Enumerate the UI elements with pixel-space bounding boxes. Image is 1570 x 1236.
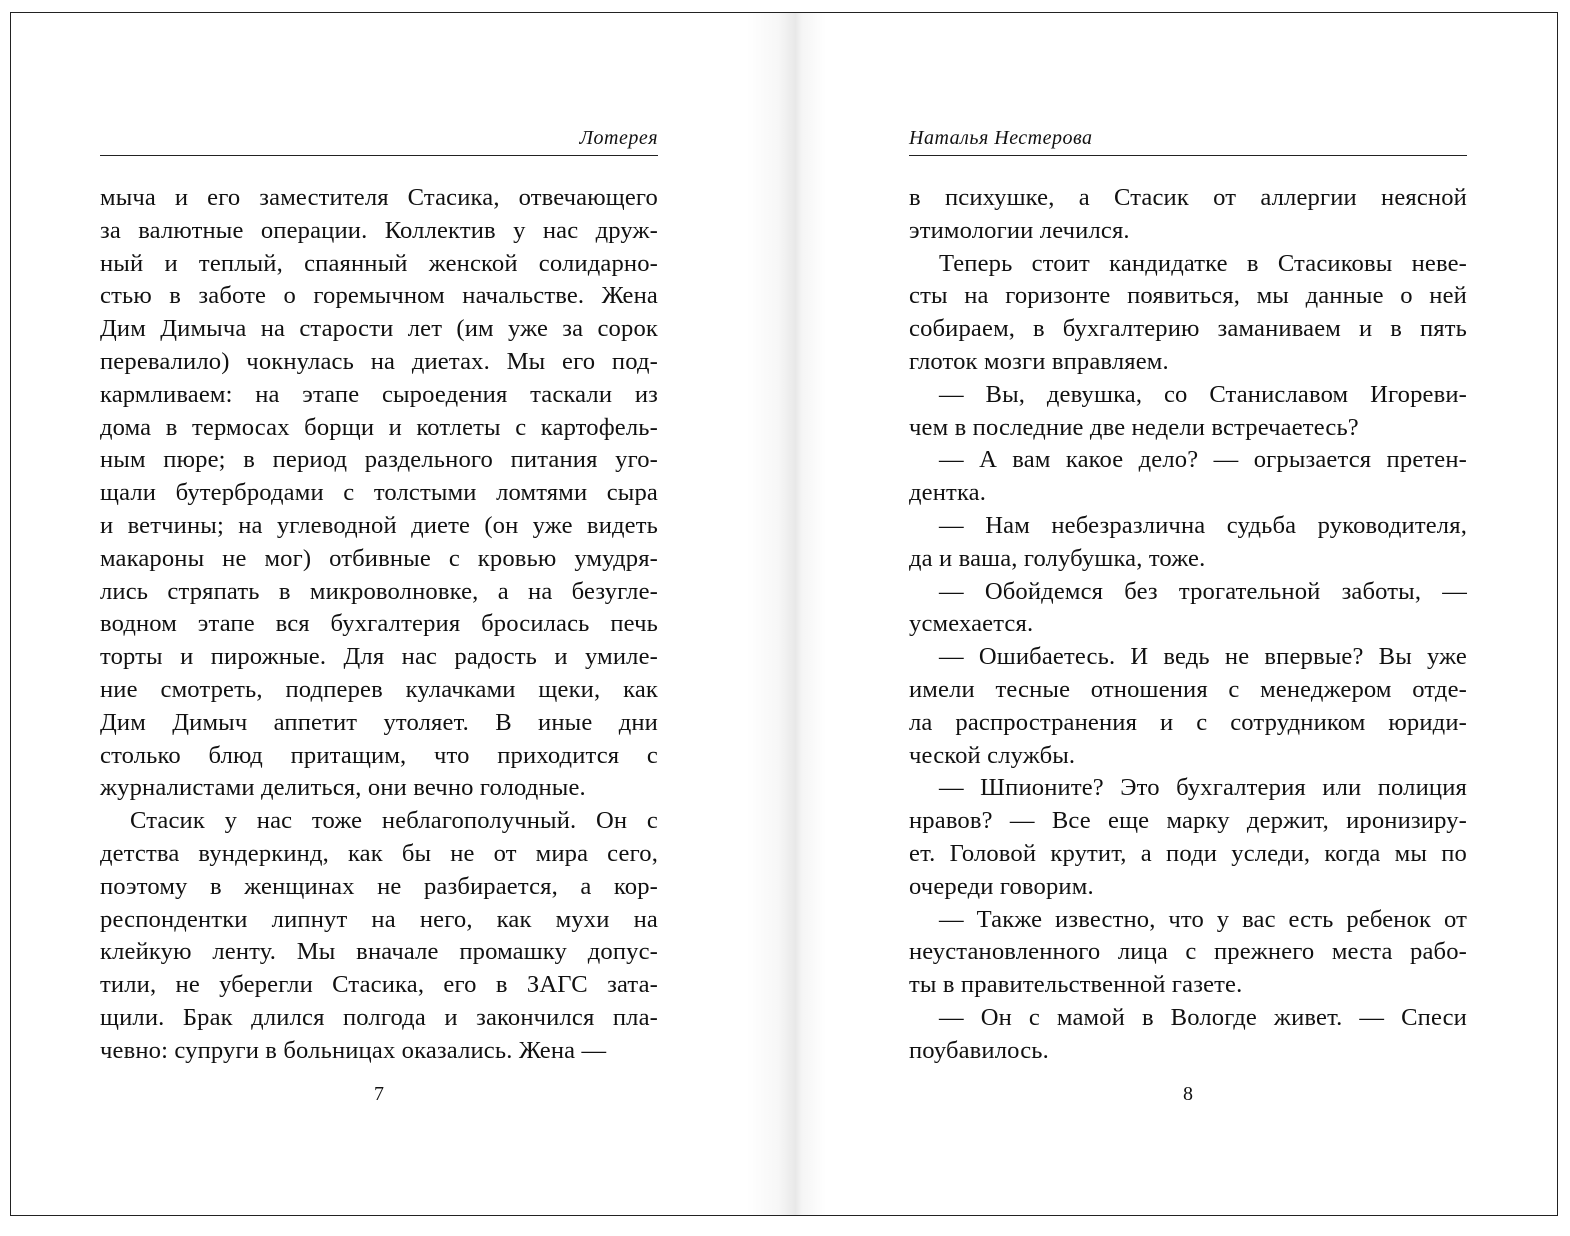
- text-line: — Вы, девушка, со Станиславом Игореви-: [939, 380, 1467, 408]
- text-line: ный и теплый, спаянный женской солидарно-: [100, 249, 658, 277]
- text-line: глоток мозги вправляем.: [909, 347, 1169, 375]
- text-line: — Также известно, что у вас есть ребенок от: [939, 905, 1467, 933]
- text-line: очереди говорим.: [909, 872, 1094, 900]
- text-line: — Он с мамой в Вологде живет. — Спеси: [939, 1003, 1467, 1031]
- text-line: щали бутербродами с толстыми ломтями сыра: [100, 479, 658, 507]
- text-line: Дим Димыч аппетит утоляет. В иные дни: [100, 708, 658, 736]
- text-line: — Нам небезразлична судьба руководителя,: [939, 511, 1467, 539]
- text-line: да и ваша, голубушка, тоже.: [909, 544, 1206, 572]
- text-line: журналистами делиться, они вечно голодные.: [100, 774, 586, 802]
- text-line: тили, не уберегли Стасика, его в ЗАГС зата-: [100, 971, 658, 999]
- text-line: респондентки липнут на него, как мухи на: [100, 905, 658, 933]
- text-line: ты в правительственной газете.: [909, 971, 1243, 999]
- text-line: Стасик у нас тоже неблагополучный. Он с: [130, 807, 658, 835]
- text-line: — Обойдемся без трогательной заботы, —: [939, 577, 1467, 605]
- text-line: поэтому в женщинах не разбирается, а кор-: [100, 872, 658, 900]
- text-line: столько блюд притащим, что приходится с: [100, 741, 658, 769]
- left-page: [100, 13, 658, 1215]
- text-line: дома в термосах борщи и котлеты с картофель-: [100, 413, 658, 441]
- left-running-head: [100, 127, 658, 156]
- book-gutter-shadow: [746, 13, 826, 1215]
- text-line: стью в заботе о горемычном начальстве. Жена: [100, 282, 658, 310]
- text-line: в психушке, а Стасик от аллергии неясной: [909, 184, 1467, 211]
- text-line: — Шпионите? Это бухгалтерия или полиция: [939, 774, 1467, 802]
- text-line: макароны не мог) отбивные с кровью умудря-: [100, 544, 658, 572]
- text-line: дентка.: [909, 479, 987, 507]
- text-line: щили. Брак длился полгода и закончился пла-: [100, 1003, 658, 1031]
- text-line: поубавилось.: [909, 1036, 1049, 1064]
- text-line: имели тесные отношения с менеджером отде-: [909, 675, 1467, 703]
- right-page-body: [909, 182, 1467, 1068]
- text-line: водном этапе вся бухгалтерия бросилась печь: [100, 610, 658, 638]
- text-line: нравов? — Все еще марку держит, иронизиру-: [909, 807, 1467, 835]
- text-line: неустановленного лица с прежнего места рабо-: [909, 938, 1467, 966]
- text-line: перевалило) чокнулась на диетах. Мы его под-: [100, 347, 658, 375]
- running-head-title: Лотерея: [579, 127, 658, 149]
- text-line: за валютные операции. Коллектив у нас друж-: [100, 216, 658, 244]
- book-spread: [10, 12, 1558, 1216]
- text-line: детства вундеркинд, как бы не от мира сего,: [100, 839, 658, 867]
- text-line: этимологии лечился.: [909, 216, 1130, 244]
- text-line: клейкую ленту. Мы вначале промашку допус-: [100, 938, 658, 966]
- text-line: ным пюре; в период раздельного питания уго-: [100, 446, 658, 474]
- running-head-author: Наталья Нестерова: [909, 127, 1093, 149]
- text-line: сты на горизонте появиться, мы данные о ней: [909, 282, 1467, 310]
- left-page-body: [100, 182, 658, 1068]
- right-page: [909, 13, 1467, 1215]
- text-line: лись стряпать в микроволновке, а на безугле-: [100, 577, 658, 605]
- right-running-head: [909, 127, 1467, 156]
- text-line: — А вам какое дело? — огрызается претен-: [939, 446, 1467, 474]
- text-line: и ветчины; на углеводной диете (он уже видеть: [100, 511, 658, 539]
- text-line: чем в последние две недели встречаетесь?: [909, 413, 1359, 441]
- text-line: — Ошибаетесь. И ведь не впервые? Вы уже: [939, 643, 1467, 671]
- text-line: усмехается.: [909, 610, 1034, 638]
- text-line: ет. Головой крутит, а поди уследи, когда мы по: [909, 839, 1467, 867]
- text-line: мыча и его заместителя Стасика, отвечающего: [100, 184, 658, 211]
- text-line: ние смотреть, подперев кулачками щеки, как: [100, 675, 658, 703]
- left-page-number: 7: [374, 1083, 384, 1105]
- text-line: собираем, в бухгалтерию заманиваем и в пять: [909, 315, 1467, 343]
- text-line: ла распространения и с сотрудником юриди-: [909, 708, 1467, 736]
- text-line: ческой службы.: [909, 741, 1076, 769]
- text-line: кармливаем: на этапе сыроедения таскали из: [100, 380, 658, 408]
- text-line: чевно: супруги в больницах оказались. Жена —: [100, 1036, 607, 1064]
- text-line: Дим Димыча на старости лет (им уже за сорок: [100, 315, 658, 343]
- right-page-number: 8: [1183, 1083, 1193, 1105]
- text-line: торты и пирожные. Для нас радость и умиле-: [100, 643, 658, 671]
- text-line: Теперь стоит кандидатке в Стасиковы неве-: [939, 249, 1467, 277]
